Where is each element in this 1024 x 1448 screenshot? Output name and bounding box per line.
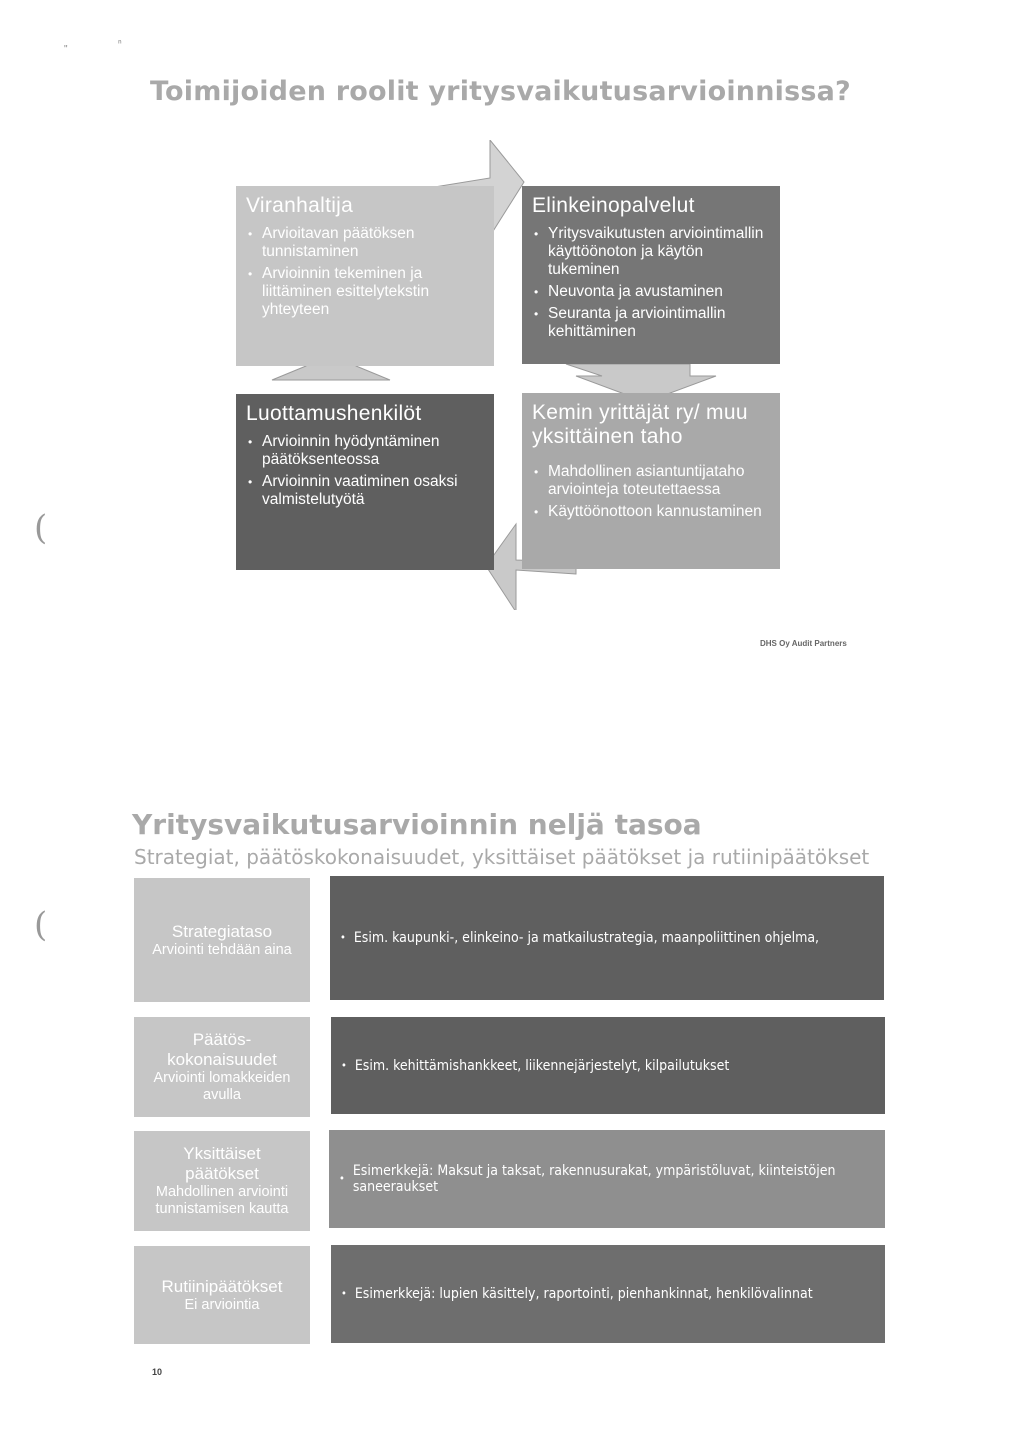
slide1-footer: DHS Oy Audit Partners (760, 639, 847, 648)
quadrant-heading: Elinkeinopalvelut (532, 194, 695, 217)
level-example-text: Esimerkkejä: Maksut ja taksat, rakennusurakat, ympäristöluvat, kiinteistöjen saneeraukset (352, 1163, 836, 1195)
level-label-rutiinipaatokset (134, 1246, 310, 1344)
level-example-text: Esim. kehittämishankkeet, liikennejärjestelyt, kilpailutukset (354, 1057, 730, 1074)
bullet-item: • Käyttöönottoon kannustaminen (532, 503, 770, 521)
punch-hole-mark: ( (34, 508, 48, 548)
level-example-paatoskokonaisuudet (331, 1017, 885, 1114)
quadrant-viranhaltija (236, 186, 494, 366)
bullet-item: • Yritysvaikutusten arviointimallin käyttöönoton ja käytön tukeminen (532, 225, 770, 279)
quadrant-kemin-yrittajat (522, 393, 780, 569)
quadrant-heading: Viranhaltija (246, 194, 354, 217)
level-name: Päätös- kokonaisuudet (167, 1030, 277, 1069)
level-note: Mahdollinen arviointi tunnistamisen kautta (155, 1184, 289, 1217)
level-note: Ei arviointia (184, 1296, 260, 1313)
level-name: Yksittäiset päätökset (183, 1144, 261, 1183)
quadrant-heading: Luottamushenkilöt (246, 402, 422, 425)
quadrant-elinkeinopalvelut (522, 186, 780, 364)
bullet-item: • Neuvonta ja avustaminen (532, 283, 770, 301)
level-note: Arviointi lomakkeiden avulla (153, 1070, 291, 1103)
bullet-icon: • (340, 931, 346, 944)
punch-hole-mark: ( (34, 905, 48, 945)
bullet-item: • Mahdollinen asiantuntijataho arviointeja toteutettaessa (532, 463, 770, 499)
level-label-strategiataso (134, 878, 310, 1002)
level-example-text: Esimerkkejä: lupien käsittely, raportointi, pienhankinnat, henkilövalinnat (354, 1286, 813, 1302)
bullet-icon: • (339, 1172, 345, 1185)
bullet-item: • Arvioinnin tekeminen ja liittäminen esittelytekstin yhteyteen (246, 265, 484, 319)
scan-speck: " (64, 44, 68, 55)
bullet-item: • Arvioinnin vaatiminen osaksi valmistelutyötä (246, 473, 484, 509)
slide2-title: Yritysvaikutusarvioinnin neljä tasoa (132, 808, 702, 841)
level-label-yksittaiset-paatokset (134, 1131, 310, 1231)
slide2-subtitle: Strategiat, päätöskokonaisuudet, yksittäiset päätökset ja rutiinipäätökset (134, 845, 870, 869)
level-label-paatoskokonaisuudet (134, 1017, 310, 1117)
level-name: Strategiataso (171, 921, 273, 941)
level-example-yksittaiset-paatokset (329, 1130, 885, 1228)
level-note: Arviointi tehdään aina (152, 941, 292, 958)
quadrant-luottamushenkilot (236, 394, 494, 570)
scan-speck: ⁿ (118, 38, 122, 49)
page-number: 10 (152, 1367, 163, 1377)
bullet-item: • Arvioinnin hyödyntäminen päätöksenteossa (246, 433, 484, 469)
bullet-icon: • (341, 1287, 347, 1300)
bullet-item: • Arvioitavan päätöksen tunnistaminen (246, 225, 484, 261)
level-example-text: Esim. kaupunki-, elinkeino- ja matkailustrategia, maanpoliittinen ohjelma, (353, 930, 820, 946)
bullet-item: • Seuranta ja arviointimallin kehittäminen (532, 305, 770, 341)
level-example-rutiinipaatokset (331, 1245, 885, 1343)
slide1-title: Toimijoiden roolit yritysvaikutusarvioinnissa? (150, 76, 851, 107)
bullet-icon: • (341, 1058, 347, 1072)
level-example-strategiataso (330, 876, 884, 1000)
level-name: Rutiinipäätökset (161, 1276, 283, 1296)
quadrant-heading: Kemin yrittäjät ry/ muu yksittäinen taho (532, 401, 748, 448)
